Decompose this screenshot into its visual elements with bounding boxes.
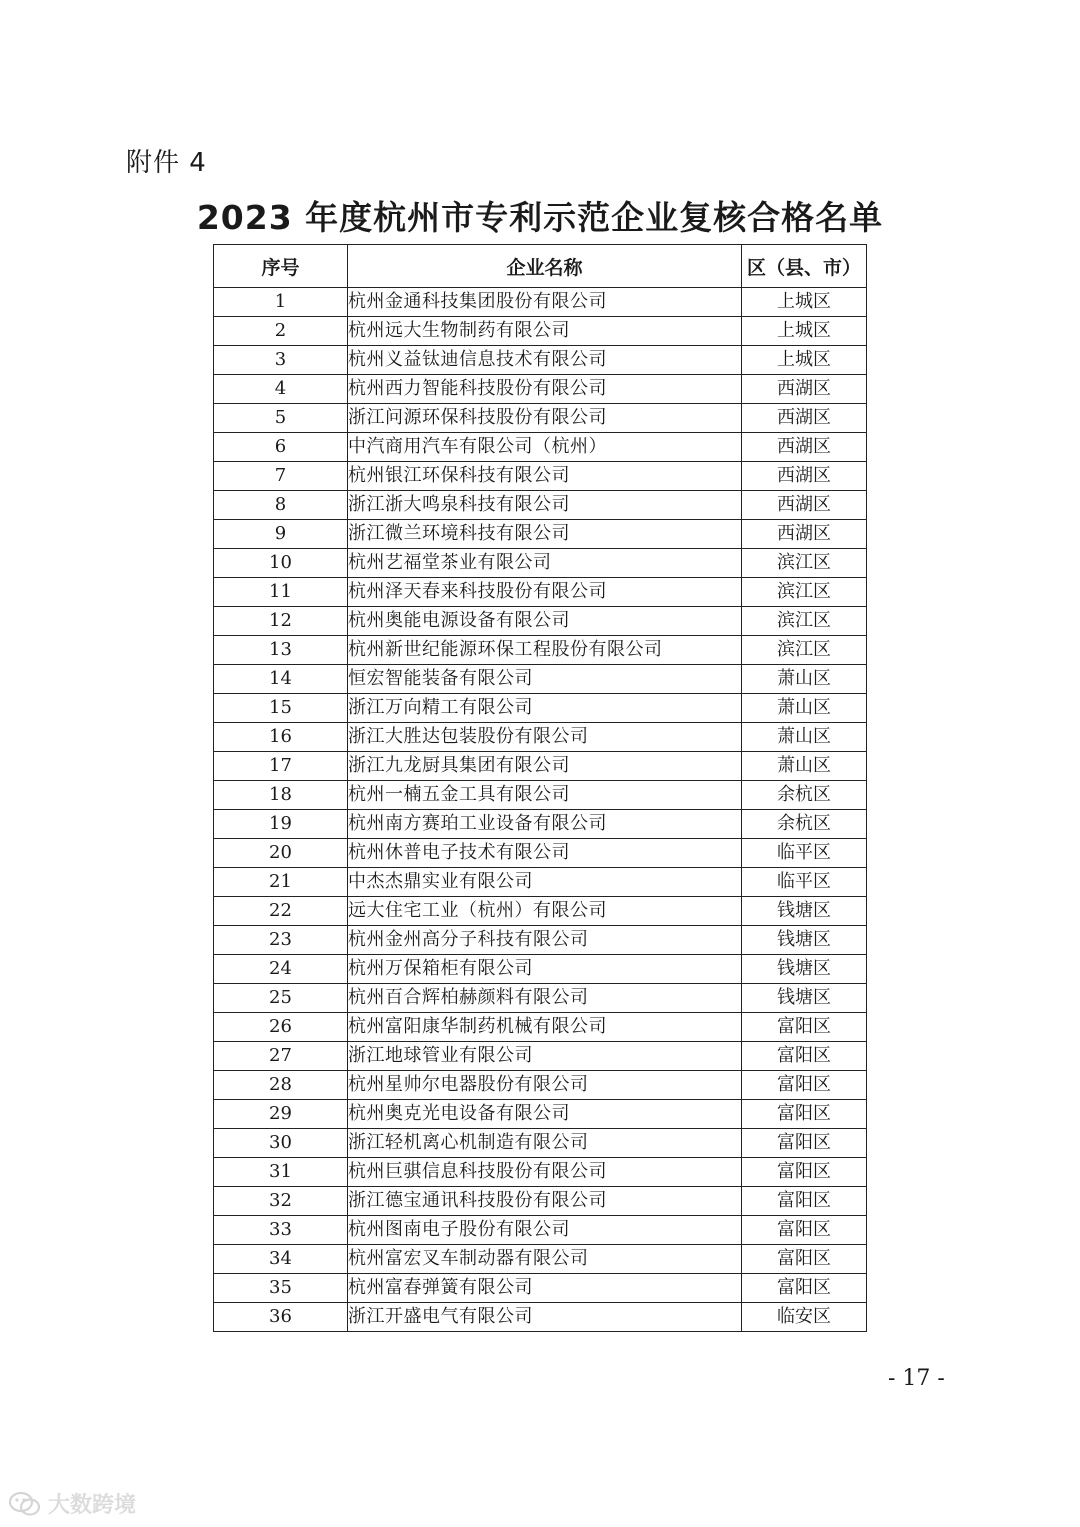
row-number: 33 (214, 1216, 348, 1245)
row-number: 25 (214, 984, 348, 1013)
table-row (214, 723, 867, 752)
table-row (214, 1129, 867, 1158)
company-name: 浙江德宝通讯科技股份有限公司 (348, 1187, 742, 1216)
table-row (214, 1158, 867, 1187)
table-row (214, 1100, 867, 1129)
district: 临平区 (742, 839, 867, 868)
company-name: 杭州新世纪能源环保工程股份有限公司 (348, 636, 742, 665)
district: 临安区 (742, 1303, 867, 1332)
row-number: 20 (214, 839, 348, 868)
district: 滨江区 (742, 607, 867, 636)
row-number: 22 (214, 897, 348, 926)
district: 余杭区 (742, 781, 867, 810)
district: 西湖区 (742, 433, 867, 462)
company-name: 浙江九龙厨具集团有限公司 (348, 752, 742, 781)
row-number: 32 (214, 1187, 348, 1216)
company-name: 杭州一楠五金工具有限公司 (348, 781, 742, 810)
company-name: 浙江微兰环境科技有限公司 (348, 520, 742, 549)
row-number: 11 (214, 578, 348, 607)
row-number: 35 (214, 1274, 348, 1303)
company-name: 杭州休普电子技术有限公司 (348, 839, 742, 868)
table-row (214, 462, 867, 491)
table-row (214, 607, 867, 636)
table-row (214, 520, 867, 549)
company-name: 杭州南方赛珀工业设备有限公司 (348, 810, 742, 839)
table-row (214, 433, 867, 462)
company-name: 杭州奥能电源设备有限公司 (348, 607, 742, 636)
table-row (214, 897, 867, 926)
district: 西湖区 (742, 491, 867, 520)
company-name: 浙江浙大鸣泉科技有限公司 (348, 491, 742, 520)
district: 富阳区 (742, 1129, 867, 1158)
row-number: 21 (214, 868, 348, 897)
district: 滨江区 (742, 578, 867, 607)
row-number: 9 (214, 520, 348, 549)
row-number: 12 (214, 607, 348, 636)
company-name: 杭州奥克光电设备有限公司 (348, 1100, 742, 1129)
table-row (214, 1216, 867, 1245)
company-name: 杭州图南电子股份有限公司 (348, 1216, 742, 1245)
table-row (214, 578, 867, 607)
company-name: 杭州百合辉柏赫颜料有限公司 (348, 984, 742, 1013)
row-number: 6 (214, 433, 348, 462)
district: 西湖区 (742, 520, 867, 549)
table-row (214, 1187, 867, 1216)
district: 钱塘区 (742, 926, 867, 955)
district: 上城区 (742, 346, 867, 375)
company-name: 杭州富宏叉车制动器有限公司 (348, 1245, 742, 1274)
row-number: 27 (214, 1042, 348, 1071)
company-name: 杭州银江环保科技有限公司 (348, 462, 742, 491)
page-title: 2023 年度杭州市专利示范企业复核合格名单 (196, 198, 884, 237)
row-number: 13 (214, 636, 348, 665)
row-number: 29 (214, 1100, 348, 1129)
row-number: 4 (214, 375, 348, 404)
table-row (214, 1042, 867, 1071)
table-row (214, 1245, 867, 1274)
company-name: 杭州星帅尔电器股份有限公司 (348, 1071, 742, 1100)
table-row (214, 1303, 867, 1332)
company-name: 中杰杰鼎实业有限公司 (348, 868, 742, 897)
district: 西湖区 (742, 462, 867, 491)
district: 萧山区 (742, 665, 867, 694)
column-header-number: 序号 (214, 245, 348, 288)
enterprise-table (213, 244, 867, 1332)
table-row (214, 346, 867, 375)
district: 富阳区 (742, 1158, 867, 1187)
company-name: 杭州泽天春来科技股份有限公司 (348, 578, 742, 607)
table-row (214, 1071, 867, 1100)
table-row (214, 636, 867, 665)
district: 富阳区 (742, 1216, 867, 1245)
table-row (214, 549, 867, 578)
table-row (214, 926, 867, 955)
page-number: - 17 - (888, 1366, 945, 1391)
table-body (214, 288, 867, 1332)
row-number: 1 (214, 288, 348, 317)
row-number: 17 (214, 752, 348, 781)
district: 钱塘区 (742, 955, 867, 984)
row-number: 10 (214, 549, 348, 578)
district: 滨江区 (742, 636, 867, 665)
company-name: 浙江大胜达包装股份有限公司 (348, 723, 742, 752)
company-name: 浙江开盛电气有限公司 (348, 1303, 742, 1332)
row-number: 5 (214, 404, 348, 433)
district: 富阳区 (742, 1245, 867, 1274)
row-number: 31 (214, 1158, 348, 1187)
company-name: 浙江问源环保科技股份有限公司 (348, 404, 742, 433)
district: 富阳区 (742, 1042, 867, 1071)
district: 富阳区 (742, 1013, 867, 1042)
column-header-district: 区（县、市） (742, 245, 867, 288)
table-row (214, 665, 867, 694)
row-number: 2 (214, 317, 348, 346)
company-name: 杭州艺福堂茶业有限公司 (348, 549, 742, 578)
district: 萧山区 (742, 694, 867, 723)
table-row (214, 694, 867, 723)
company-name: 杭州富春弹簧有限公司 (348, 1274, 742, 1303)
table-row (214, 955, 867, 984)
company-name: 远大住宅工业（杭州）有限公司 (348, 897, 742, 926)
table-row (214, 984, 867, 1013)
company-name: 杭州义益钛迪信息技术有限公司 (348, 346, 742, 375)
company-name: 杭州金通科技集团股份有限公司 (348, 288, 742, 317)
row-number: 16 (214, 723, 348, 752)
district: 富阳区 (742, 1071, 867, 1100)
table-row (214, 839, 867, 868)
row-number: 24 (214, 955, 348, 984)
wechat-logo-icon (8, 1491, 42, 1517)
district: 富阳区 (742, 1100, 867, 1129)
row-number: 34 (214, 1245, 348, 1274)
column-header-company: 企业名称 (348, 245, 742, 288)
table-row (214, 404, 867, 433)
table-row (214, 317, 867, 346)
row-number: 18 (214, 781, 348, 810)
district: 富阳区 (742, 1187, 867, 1216)
district: 钱塘区 (742, 897, 867, 926)
company-name: 浙江万向精工有限公司 (348, 694, 742, 723)
company-name: 浙江轻机离心机制造有限公司 (348, 1129, 742, 1158)
district: 萧山区 (742, 752, 867, 781)
district: 上城区 (742, 288, 867, 317)
company-name: 杭州巨骐信息科技股份有限公司 (348, 1158, 742, 1187)
row-number: 36 (214, 1303, 348, 1332)
company-name: 中汽商用汽车有限公司（杭州） (348, 433, 742, 462)
company-name: 恒宏智能装备有限公司 (348, 665, 742, 694)
company-name: 杭州富阳康华制药机械有限公司 (348, 1013, 742, 1042)
table-row (214, 288, 867, 317)
table-row (214, 1013, 867, 1042)
row-number: 28 (214, 1071, 348, 1100)
table-row (214, 375, 867, 404)
company-name: 杭州远大生物制药有限公司 (348, 317, 742, 346)
attachment-label: 附件 4 (126, 148, 207, 178)
table-row (214, 491, 867, 520)
row-number: 15 (214, 694, 348, 723)
row-number: 26 (214, 1013, 348, 1042)
district: 滨江区 (742, 549, 867, 578)
row-number: 19 (214, 810, 348, 839)
row-number: 7 (214, 462, 348, 491)
table-row (214, 868, 867, 897)
row-number: 8 (214, 491, 348, 520)
company-name: 杭州万保箱柜有限公司 (348, 955, 742, 984)
district: 余杭区 (742, 810, 867, 839)
district: 富阳区 (742, 1274, 867, 1303)
company-name: 杭州西力智能科技股份有限公司 (348, 375, 742, 404)
company-name: 浙江地球管业有限公司 (348, 1042, 742, 1071)
company-name: 杭州金州高分子科技有限公司 (348, 926, 742, 955)
district: 临平区 (742, 868, 867, 897)
district: 上城区 (742, 317, 867, 346)
table-row (214, 810, 867, 839)
watermark (8, 1488, 136, 1519)
row-number: 14 (214, 665, 348, 694)
watermark-text: 大数跨境 (48, 1493, 137, 1518)
district: 钱塘区 (742, 984, 867, 1013)
district: 萧山区 (742, 723, 867, 752)
row-number: 23 (214, 926, 348, 955)
row-number: 3 (214, 346, 348, 375)
district: 西湖区 (742, 404, 867, 433)
district: 西湖区 (742, 375, 867, 404)
table-row (214, 752, 867, 781)
table-row (214, 781, 867, 810)
row-number: 30 (214, 1129, 348, 1158)
table-header-row (214, 245, 867, 288)
table-row (214, 1274, 867, 1303)
